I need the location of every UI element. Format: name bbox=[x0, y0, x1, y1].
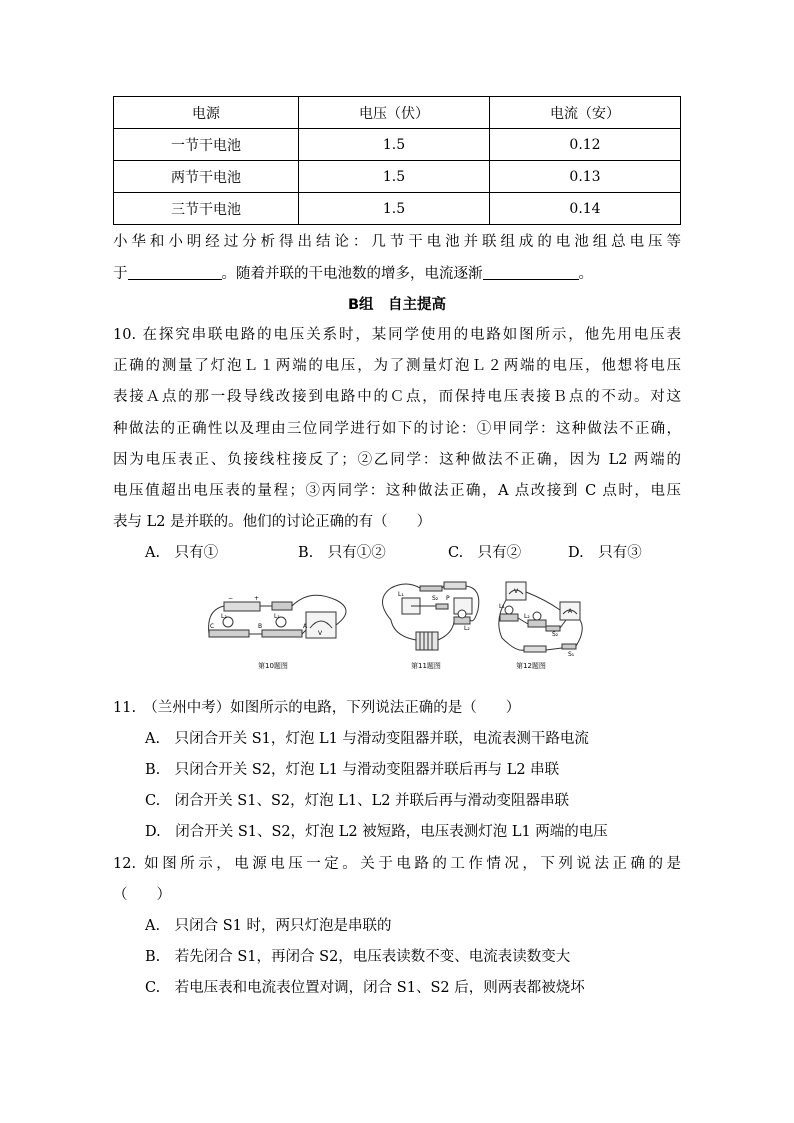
switch-icon bbox=[420, 586, 442, 591]
table-row bbox=[114, 193, 681, 225]
bulb-icon bbox=[533, 612, 541, 620]
conclusion-line-1: 小华和小明经过分析得出结论：几节干电池并联组成的电池组总电压等 bbox=[113, 234, 681, 250]
q12-stem-cont: （ ） bbox=[113, 887, 171, 903]
q10-option-d[interactable]: D. 只有③ bbox=[568, 545, 642, 561]
circuit-figures bbox=[206, 580, 590, 676]
label-l2: L₂ bbox=[524, 613, 530, 620]
table-cell: 0.12 bbox=[490, 129, 681, 161]
q12-option-a[interactable]: A. 只闭合 S1 时，两只灯泡是串联的 bbox=[145, 918, 392, 934]
lamp-base-icon bbox=[500, 614, 518, 621]
table-header-cell: 电源 bbox=[114, 97, 299, 129]
table-cell: 0.13 bbox=[490, 161, 681, 193]
conclusion-text: 于 bbox=[113, 266, 128, 282]
table-header-cell: 电流（安） bbox=[490, 97, 681, 129]
table-cell: 1.5 bbox=[299, 193, 490, 225]
figure-12 bbox=[499, 582, 582, 652]
q10-line: 因为电压表正、负接线柱接反了；②乙同学：这种做法不正确，因为 L2 两端的 bbox=[113, 452, 681, 468]
table-row bbox=[114, 161, 681, 193]
label-c: C bbox=[210, 623, 215, 630]
table-cell: 1.5 bbox=[299, 161, 490, 193]
label-minus: − bbox=[228, 595, 234, 602]
q10-line: 表与 L2 是并联的。他们的讨论正确的有（ ） bbox=[113, 514, 432, 530]
q10-line: 表接Ａ点的那一段导线改接到电路中的Ｃ点，而保持电压表接Ｂ点的不动。对这 bbox=[113, 389, 681, 405]
label-p: P bbox=[446, 595, 450, 602]
q11-option-d[interactable]: D. 闭合开关 S1、S2，灯泡 L2 被短路，电压表测灯泡 L1 两端的电压 bbox=[145, 824, 608, 840]
lamp-base-icon bbox=[262, 630, 302, 637]
q11-stem: 11. （兰州中考）如图所示的电路，下列说法正确的是（ ） bbox=[113, 700, 521, 716]
table-cell: 两节干电池 bbox=[114, 161, 299, 193]
label-l2: L₂ bbox=[464, 625, 470, 632]
fig10-caption: 第10题图 bbox=[258, 662, 288, 670]
label-l1: L₁ bbox=[499, 603, 505, 610]
conclusion-text: 。 bbox=[578, 266, 593, 282]
q10-option-a[interactable]: A. 只有① bbox=[145, 545, 219, 561]
battery-icon bbox=[524, 646, 546, 652]
battery-icon bbox=[416, 632, 438, 650]
q10-option-b[interactable]: B. 只有①② bbox=[298, 545, 386, 561]
q10-line: 电压值超出电压表的量程；③丙同学：这种做法正确，A 点改接到 C 点时，电压 bbox=[113, 483, 681, 499]
lamp-base-icon bbox=[528, 620, 546, 627]
label-l1: L₁ bbox=[274, 613, 280, 620]
figure-11 bbox=[383, 582, 479, 650]
table-cell: 0.14 bbox=[490, 193, 681, 225]
lamp-base-icon bbox=[209, 630, 249, 637]
label-s1: S₁ bbox=[568, 651, 575, 658]
q12-stem: 12. 如图所示，电源电压一定。关于电路的工作情况，下列说法正确的是 bbox=[113, 856, 681, 872]
label-s2: S₂ bbox=[552, 631, 559, 638]
q12-option-b[interactable]: B. 若先闭合 S1，再闭合 S2，电压表读数不变、电流表读数变大 bbox=[145, 949, 571, 965]
q11-option-b[interactable]: B. 只闭合开关 S2，灯泡 L1 与滑动变阻器并联后再与 L2 串联 bbox=[145, 762, 560, 778]
q11-option-c[interactable]: C. 闭合开关 S1、S2，灯泡 L1、L2 并联后再与滑动变阻器串联 bbox=[145, 793, 570, 809]
table-header-row bbox=[114, 97, 681, 129]
fig11-caption: 第11题图 bbox=[411, 662, 441, 670]
conclusion-line-2 bbox=[113, 263, 593, 285]
label-s2: S₂ bbox=[432, 595, 439, 602]
bulb-icon bbox=[505, 606, 513, 614]
q10-line: 正确的测量了灯泡Ｌ１两端的电压，为了测量灯泡Ｌ２两端的电压，他想将电压 bbox=[113, 358, 681, 374]
switch-icon bbox=[436, 604, 448, 609]
battery-icon bbox=[224, 602, 260, 611]
q10-line: 10. 在探究串联电路的电压关系时，某同学使用的电路如图所示，他先用电压表 bbox=[113, 327, 681, 343]
bulb-icon bbox=[458, 610, 466, 618]
label-b: B bbox=[258, 623, 263, 630]
q12-option-c[interactable]: C. 若电压表和电流表位置对调，闭合 S1、S2 后，则两表都被烧坏 bbox=[145, 980, 585, 996]
q10-option-c[interactable]: C. 只有② bbox=[448, 545, 522, 561]
voltage-current-table bbox=[113, 96, 681, 225]
table-row bbox=[114, 129, 681, 161]
label-l1: L₁ bbox=[398, 591, 404, 598]
label-a: A bbox=[303, 623, 308, 630]
table-cell: 一节干电池 bbox=[114, 129, 299, 161]
q10-line: 种做法的正确性以及理由三位同学进行如下的讨论：①甲同学：这种做法不正确， bbox=[113, 421, 681, 437]
section-title: B组 自主提高 bbox=[347, 297, 447, 313]
table-header-cell: 电压（伏） bbox=[299, 97, 490, 129]
fig12-caption: 第12题图 bbox=[516, 662, 546, 670]
label-a-meter: A bbox=[568, 608, 573, 615]
switch-icon bbox=[562, 644, 576, 649]
label-v: V bbox=[514, 588, 519, 595]
answer-blank-2[interactable] bbox=[483, 263, 579, 280]
label-plus: + bbox=[254, 595, 260, 602]
label-l2: L₂ bbox=[221, 613, 227, 620]
q11-option-a[interactable]: A. 只闭合开关 S1，灯泡 L1 与滑动变阻器并联，电流表测干路电流 bbox=[145, 731, 589, 747]
rheostat-icon bbox=[444, 582, 466, 589]
label-v: V bbox=[318, 630, 323, 637]
answer-blank-1[interactable] bbox=[128, 263, 222, 280]
table-cell: 三节干电池 bbox=[114, 193, 299, 225]
conclusion-text: 。随着并联的干电池数的增多，电流逐渐 bbox=[221, 266, 483, 282]
switch-icon bbox=[272, 602, 292, 610]
table-cell: 1.5 bbox=[299, 129, 490, 161]
